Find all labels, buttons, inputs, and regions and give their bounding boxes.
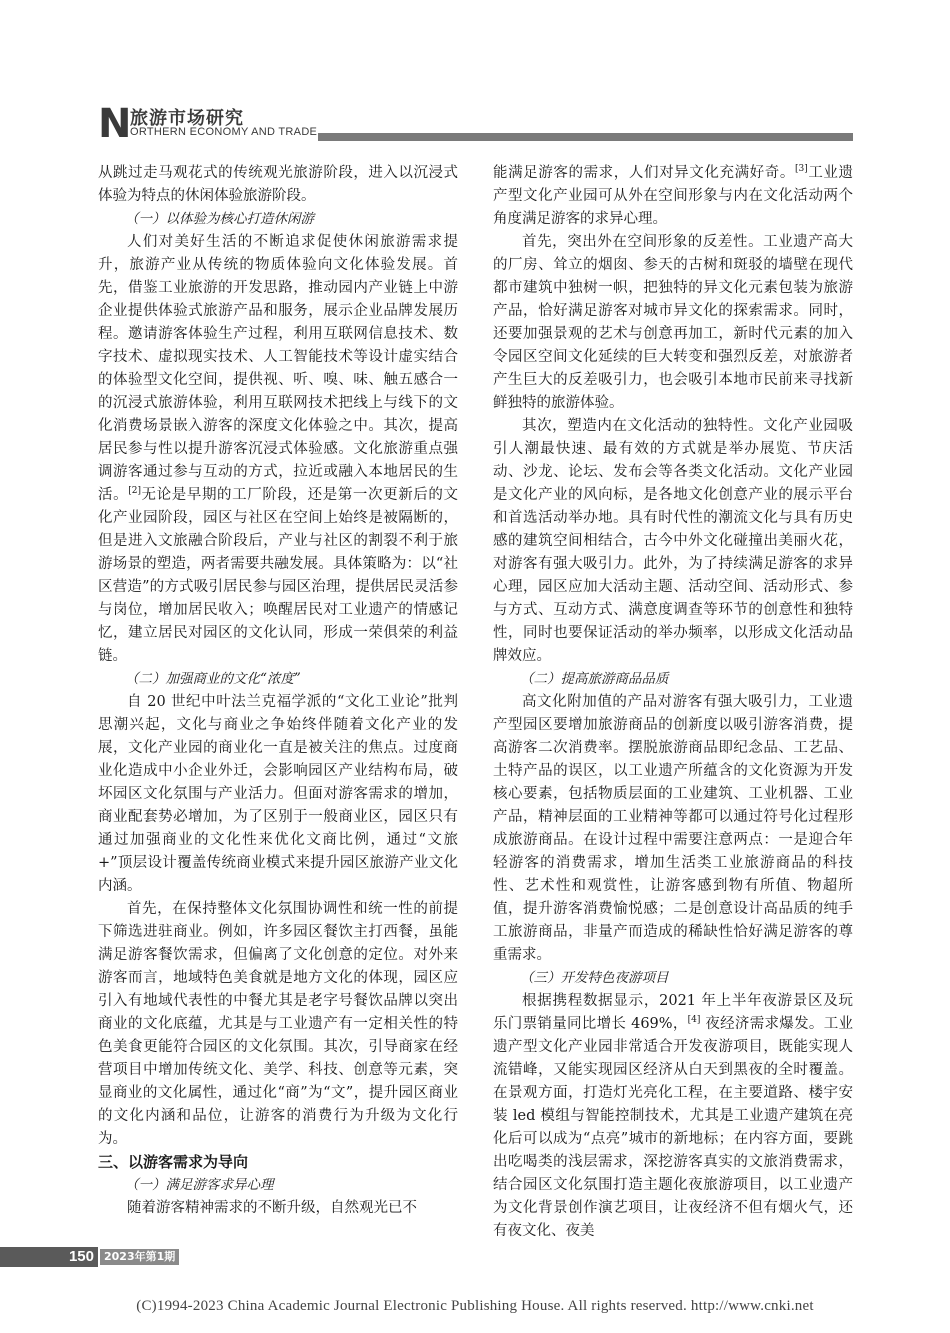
citation-ref: [2] bbox=[128, 486, 141, 497]
section-heading: 三、以游客需求为导向 bbox=[98, 1153, 249, 1171]
right-column bbox=[493, 162, 853, 1243]
paragraph: 高文化附加值的产品对游客有强大吸引力，工业遗产型园区要增加旅游商品的创新度以吸引游客消费，提高游客二次消费率。摆脱旅游商品即纪念品、工艺品、土特产品的误区，以工业遗产所蕴含的文化资源为开发核心要素，包括物质层面的工业建筑、工业机器、工业产品，精神层面的工业精神等都可以通过符号化过程形成旅游商品。在设计过程中需要注意两点：一是迎合年轻游客的消费需求，增加生活类工业旅游商品的科技性、艺术性和观赏性，让游客感到物有所值、物超所值，提升游客消费愉悦感；二是创意设计高品质的纯手工旅游商品，非量产而造成的稀缺性恰好满足游客的尊重需求。 bbox=[493, 694, 853, 963]
citation-ref: [3] bbox=[794, 164, 808, 175]
citation-ref: [4] bbox=[687, 1015, 701, 1026]
paragraph: 首先，在保持整体文化氛围协调性和统一性的前提下筛选进驻商业。例如，许多园区餐饮主打西餐，虽能满足游客餐饮需求，但偏离了文化创意的定位。对外来游客而言，地域特色美食就是地方文化的体现，园区应引入有地域代表性的中餐尤其是老字号餐饮品牌以突出商业的文化底蕴，尤其是与工业遗产有一定相关性的特色美食更能符合园区的文化氛围。其次，引导商家在经营项目中增加传统文化、美学、科技、创意等元素，突显商业的文化属性，通过化“商”为“文”，提升园区商业的文化内涵和品位，让游客的消费行为升级为文化行为。 bbox=[98, 901, 458, 1147]
issue-label: 2023年第1期 bbox=[100, 1249, 179, 1265]
paragraph: 从跳过走马观花式的传统观光旅游阶段，进入以沉浸式体验为特点的休闲体验旅游阶段。 bbox=[98, 165, 458, 204]
section-title: 旅游市场研究 bbox=[130, 108, 244, 129]
paragraph bbox=[493, 162, 853, 231]
header-rule bbox=[318, 133, 853, 141]
paragraph-text: 夜经济需求爆发。工业遗产型文化产业园非常适合开发夜游项目，既能实现人流错峰，又能实现园区经济从白天到黑夜的全时覆盖。在景观方面，打造灯光亮化工程，在主要道路、楼宇安装 led 模组与智能控制技术，尤其是工业遗产建筑在亮化后可以成为“点亮”城市的新地标；在内容方面，要跳出吃喝类的浅层需求，深挖游客真实的文旅消费需求，结合园区文化氛围打造主题化夜旅游项目，以工业遗产为文化背景创作演艺项目，让夜经济不但有烟火气，还有夜文化、夜美 bbox=[493, 1016, 854, 1239]
paragraph-text: 能满足游客的需求，人们对异文化充满好奇。 bbox=[493, 165, 795, 181]
paragraph bbox=[493, 990, 853, 1243]
page-number: 150 bbox=[0, 1247, 98, 1267]
paragraph: 首先，突出外在空间形象的反差性。工业遗产高大的厂房、耸立的烟囱、参天的古树和斑驳的墙壁在现代都市建筑中独树一帜，把独特的异文化元素包装为旅游产品，恰好满足游客对城市异文化的探索需求。同时，还要加强景观的艺术与创意再加工，新时代元素的加入令园区空间文化延续的巨大转变和强烈反差，对旅游者产生巨大的反差吸引力，也会吸引本地市民前来寻找新鲜独特的旅游体验。 bbox=[493, 234, 853, 411]
paragraph bbox=[98, 231, 458, 668]
subsection-heading: （三）开发特色夜游项目 bbox=[520, 970, 669, 986]
paragraph-text: 人们对美好生活的不断追求促使休闲旅游需求提升，旅游产业从传统的物质体验向文化体验发展。首先，借鉴工业旅游的开发思路，推动园内产业链上中游企业提供体验式旅游产品和服务，展示企业品牌发展历程。邀请游客体验生产过程，利用互联网信息技术、数字技术、虚拟现实技术、人工智能技术等设计虚实结合的体验型文化空间，提供视、听、嗅、味、触五感合一的沉浸式旅游体验，利用互联网技术把线上与线下的文化消费场景嵌入游客的深度文化体验之中。其次，提高居民参与性以提升游客沉浸式体验感。文化旅游重点强调游客通过参与互动的方式，拉近或融入本地居民的生活。 bbox=[98, 234, 458, 503]
paragraph: 随着游客精神需求的不断升级，自然观光已不 bbox=[127, 1200, 417, 1216]
copyright-notice: (C)1994-2023 China Academic Journal Electronic Publishing House. All rights reserved. http://www.cnki.net bbox=[136, 1298, 814, 1314]
paragraph: 其次，塑造内在文化活动的独特性。文化产业园吸引人潮最快速、最有效的方式就是举办展览、节庆活动、沙龙、论坛、发布会等各类文化活动。文化产业园是文化产业的风向标，是各地文化创意产业的展示平台和首选活动举办地。具有时代性的潮流文化与具有历史感的建筑空间相结合，古今中外文化碰撞出美丽火花，对游客有强大吸引力。此外，为了持续满足游客的求异心理，园区应加大活动主题、活动空间、活动形式、参与方式、互动方式、满意度调查等环节的创意性和独特性，同时也要保证活动的举办频率，以形成文化活动品牌效应。 bbox=[493, 418, 853, 664]
paragraph-text: 无论是早期的工厂阶段，还是第一次更新后的文化产业园阶段，园区与社区在空间上始终是被隔断的，但是进入文旅融合阶段后，产业与社区的割裂不利于旅游场景的塑造，两者需要共融发展。具体策略为：以“社区营造”的方式吸引居民参与园区治理，提供居民灵活参与岗位，增加居民收入；唤醒居民对工业遗产的情感记忆，建立居民对园区的文化认同，形成一荣俱荣的利益链。 bbox=[98, 487, 459, 664]
logo-letter: N bbox=[98, 101, 132, 147]
paragraph-text: 工业遗产型文化产业园可从外在空间形象与内在文化活动两个角度满足游客的求异心理。 bbox=[493, 165, 854, 227]
subsection-heading: （一）以体验为核心打造休闲游 bbox=[125, 211, 314, 227]
journal-subtitle: ORTHERN ECONOMY AND TRADE bbox=[130, 126, 318, 138]
subsection-heading: （二）加强商业的文化“浓度” bbox=[125, 671, 301, 687]
subsection-heading: （二）提高旅游商品品质 bbox=[520, 671, 669, 687]
paragraph-text: 根据携程数据显示，2021 年上半年夜游景区及玩乐门票销量同比增长 469%， bbox=[493, 993, 853, 1032]
paragraph: 自 20 世纪中叶法兰克福学派的“文化工业论”批判思潮兴起，文化与商业之争始终伴随着文化产业的发展，文化产业园的商业化一直是被关注的焦点。过度商业化造成中小企业外迁，会影响园区产业结构布局，破坏园区文化氛围与产业活力。但面对游客需求的增加，商业配套势必增加，为了区别于一般商业区，园区只有通过加强商业的文化性来优化文商比例，通过“文旅 +”顶层设计覆盖传统商业模式来提升园区旅游产业文化内涵。 bbox=[98, 694, 458, 894]
left-column bbox=[98, 162, 458, 1220]
subsection-heading: （一）满足游客求异心理 bbox=[125, 1177, 274, 1193]
journal-logo-n bbox=[98, 101, 132, 147]
